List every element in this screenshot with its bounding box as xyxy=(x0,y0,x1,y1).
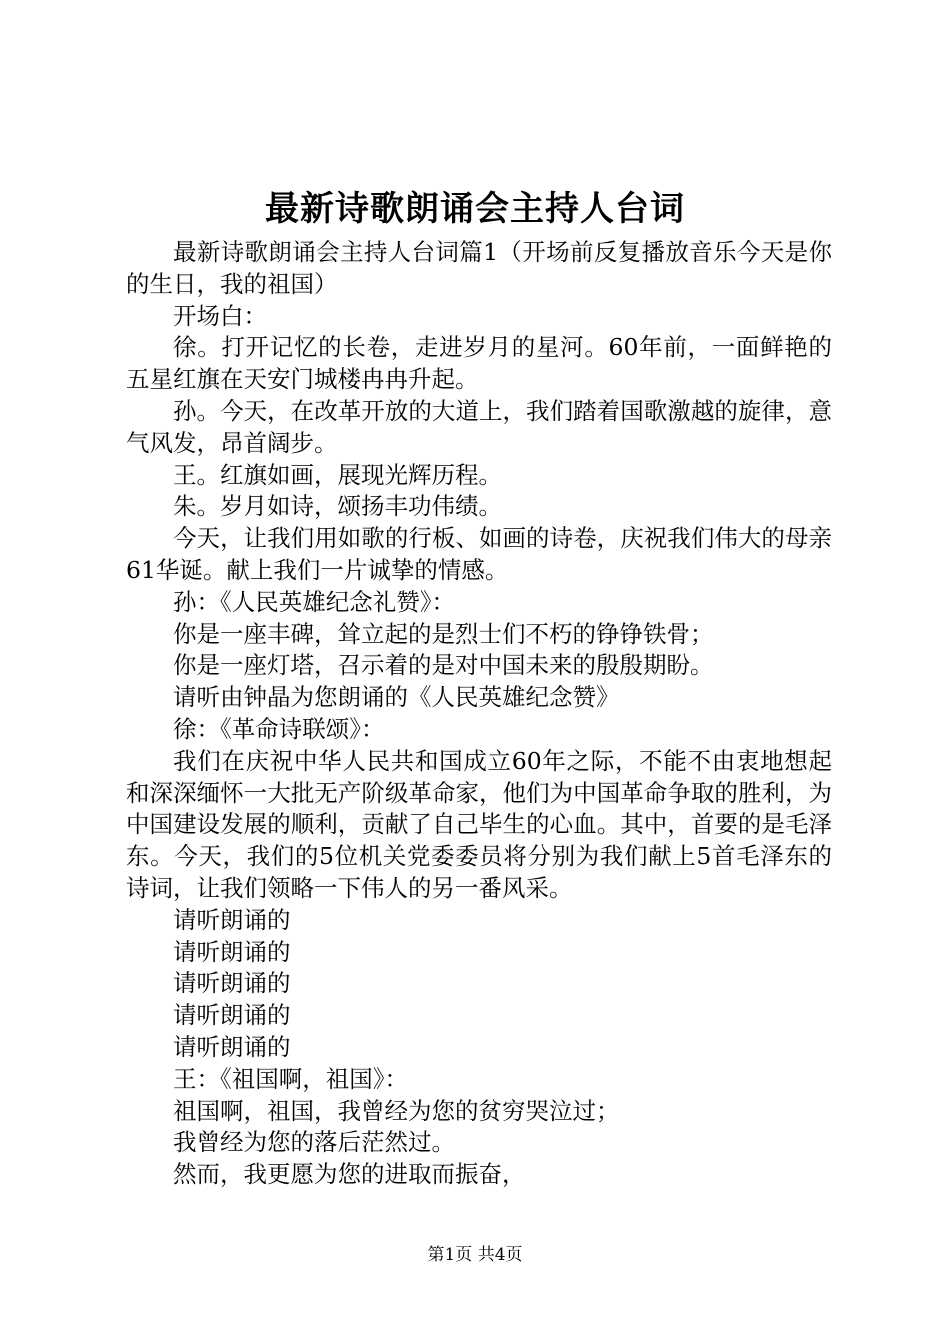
paragraph: 你是一座丰碑，耸立起的是烈士们不朽的铮铮铁骨； xyxy=(173,619,714,648)
paragraph: 徐：《革命诗联颂》： xyxy=(173,714,385,743)
paragraph: 请听由钟晶为您朗诵的《人民英雄纪念赞》 xyxy=(173,683,620,712)
paragraph: 我们在庆祝中华人民共和国成立60年之际，不能不由衷地想起和深深缅怀一大批无产阶级革命家，他们为中国革命争取的胜利，为中国建设发展的顺利，贡献了自己毕生的心血。其中，首要的是毛泽东。今天，我们的5位机关党委委员将分别为我们献上5首毛泽东的诗词，让我们领略一下伟人的另一番风采。 xyxy=(126,746,832,902)
paragraph: 最新诗歌朗诵会主持人台词篇1（开场前反复播放音乐今天是你的生日，我的祖国） xyxy=(126,238,832,298)
paragraph: 请听朗诵的 xyxy=(173,905,291,934)
paragraph: 孙。今天，在改革开放的大道上，我们踏着国歌激越的旋律，意气风发，昂首阔步。 xyxy=(126,396,832,457)
paragraph: 请听朗诵的 xyxy=(173,937,291,966)
document-title: 最新诗歌朗诵会主持人台词 xyxy=(265,189,685,229)
paragraph: 然而，我更愿为您的进取而振奋， xyxy=(173,1160,526,1189)
paragraph: 你是一座灯塔，召示着的是对中国未来的殷殷期盼。 xyxy=(173,651,714,680)
paragraph: 王：《祖国啊，祖国》： xyxy=(173,1064,408,1093)
paragraph: 祖国啊，祖国，我曾经为您的贫穷哭泣过； xyxy=(173,1096,620,1125)
paragraph: 王。红旗如画，展现光辉历程。 xyxy=(173,460,502,489)
paragraph: 开场白： xyxy=(173,301,267,330)
paragraph: 请听朗诵的 xyxy=(173,1032,291,1061)
page-footer: 第1页 共4页 xyxy=(427,1245,523,1265)
paragraph: 请听朗诵的 xyxy=(173,1001,291,1030)
paragraph: 我曾经为您的落后茫然过。 xyxy=(173,1128,455,1157)
paragraph: 朱。岁月如诗，颂扬丰功伟绩。 xyxy=(173,492,502,521)
paragraph: 今天，让我们用如歌的行板、如画的诗卷，庆祝我们伟大的母亲61华诞。献上我们一片诚挚的情感。 xyxy=(126,524,832,584)
paragraph: 请听朗诵的 xyxy=(173,969,291,998)
document-body xyxy=(126,237,832,1191)
paragraph: 徐。打开记忆的长卷，走进岁月的星河。60年前，一面鲜艳的五星红旗在天安门城楼冉冉升起。 xyxy=(126,333,832,394)
paragraph: 孙：《人民英雄纪念礼赞》： xyxy=(173,587,455,616)
